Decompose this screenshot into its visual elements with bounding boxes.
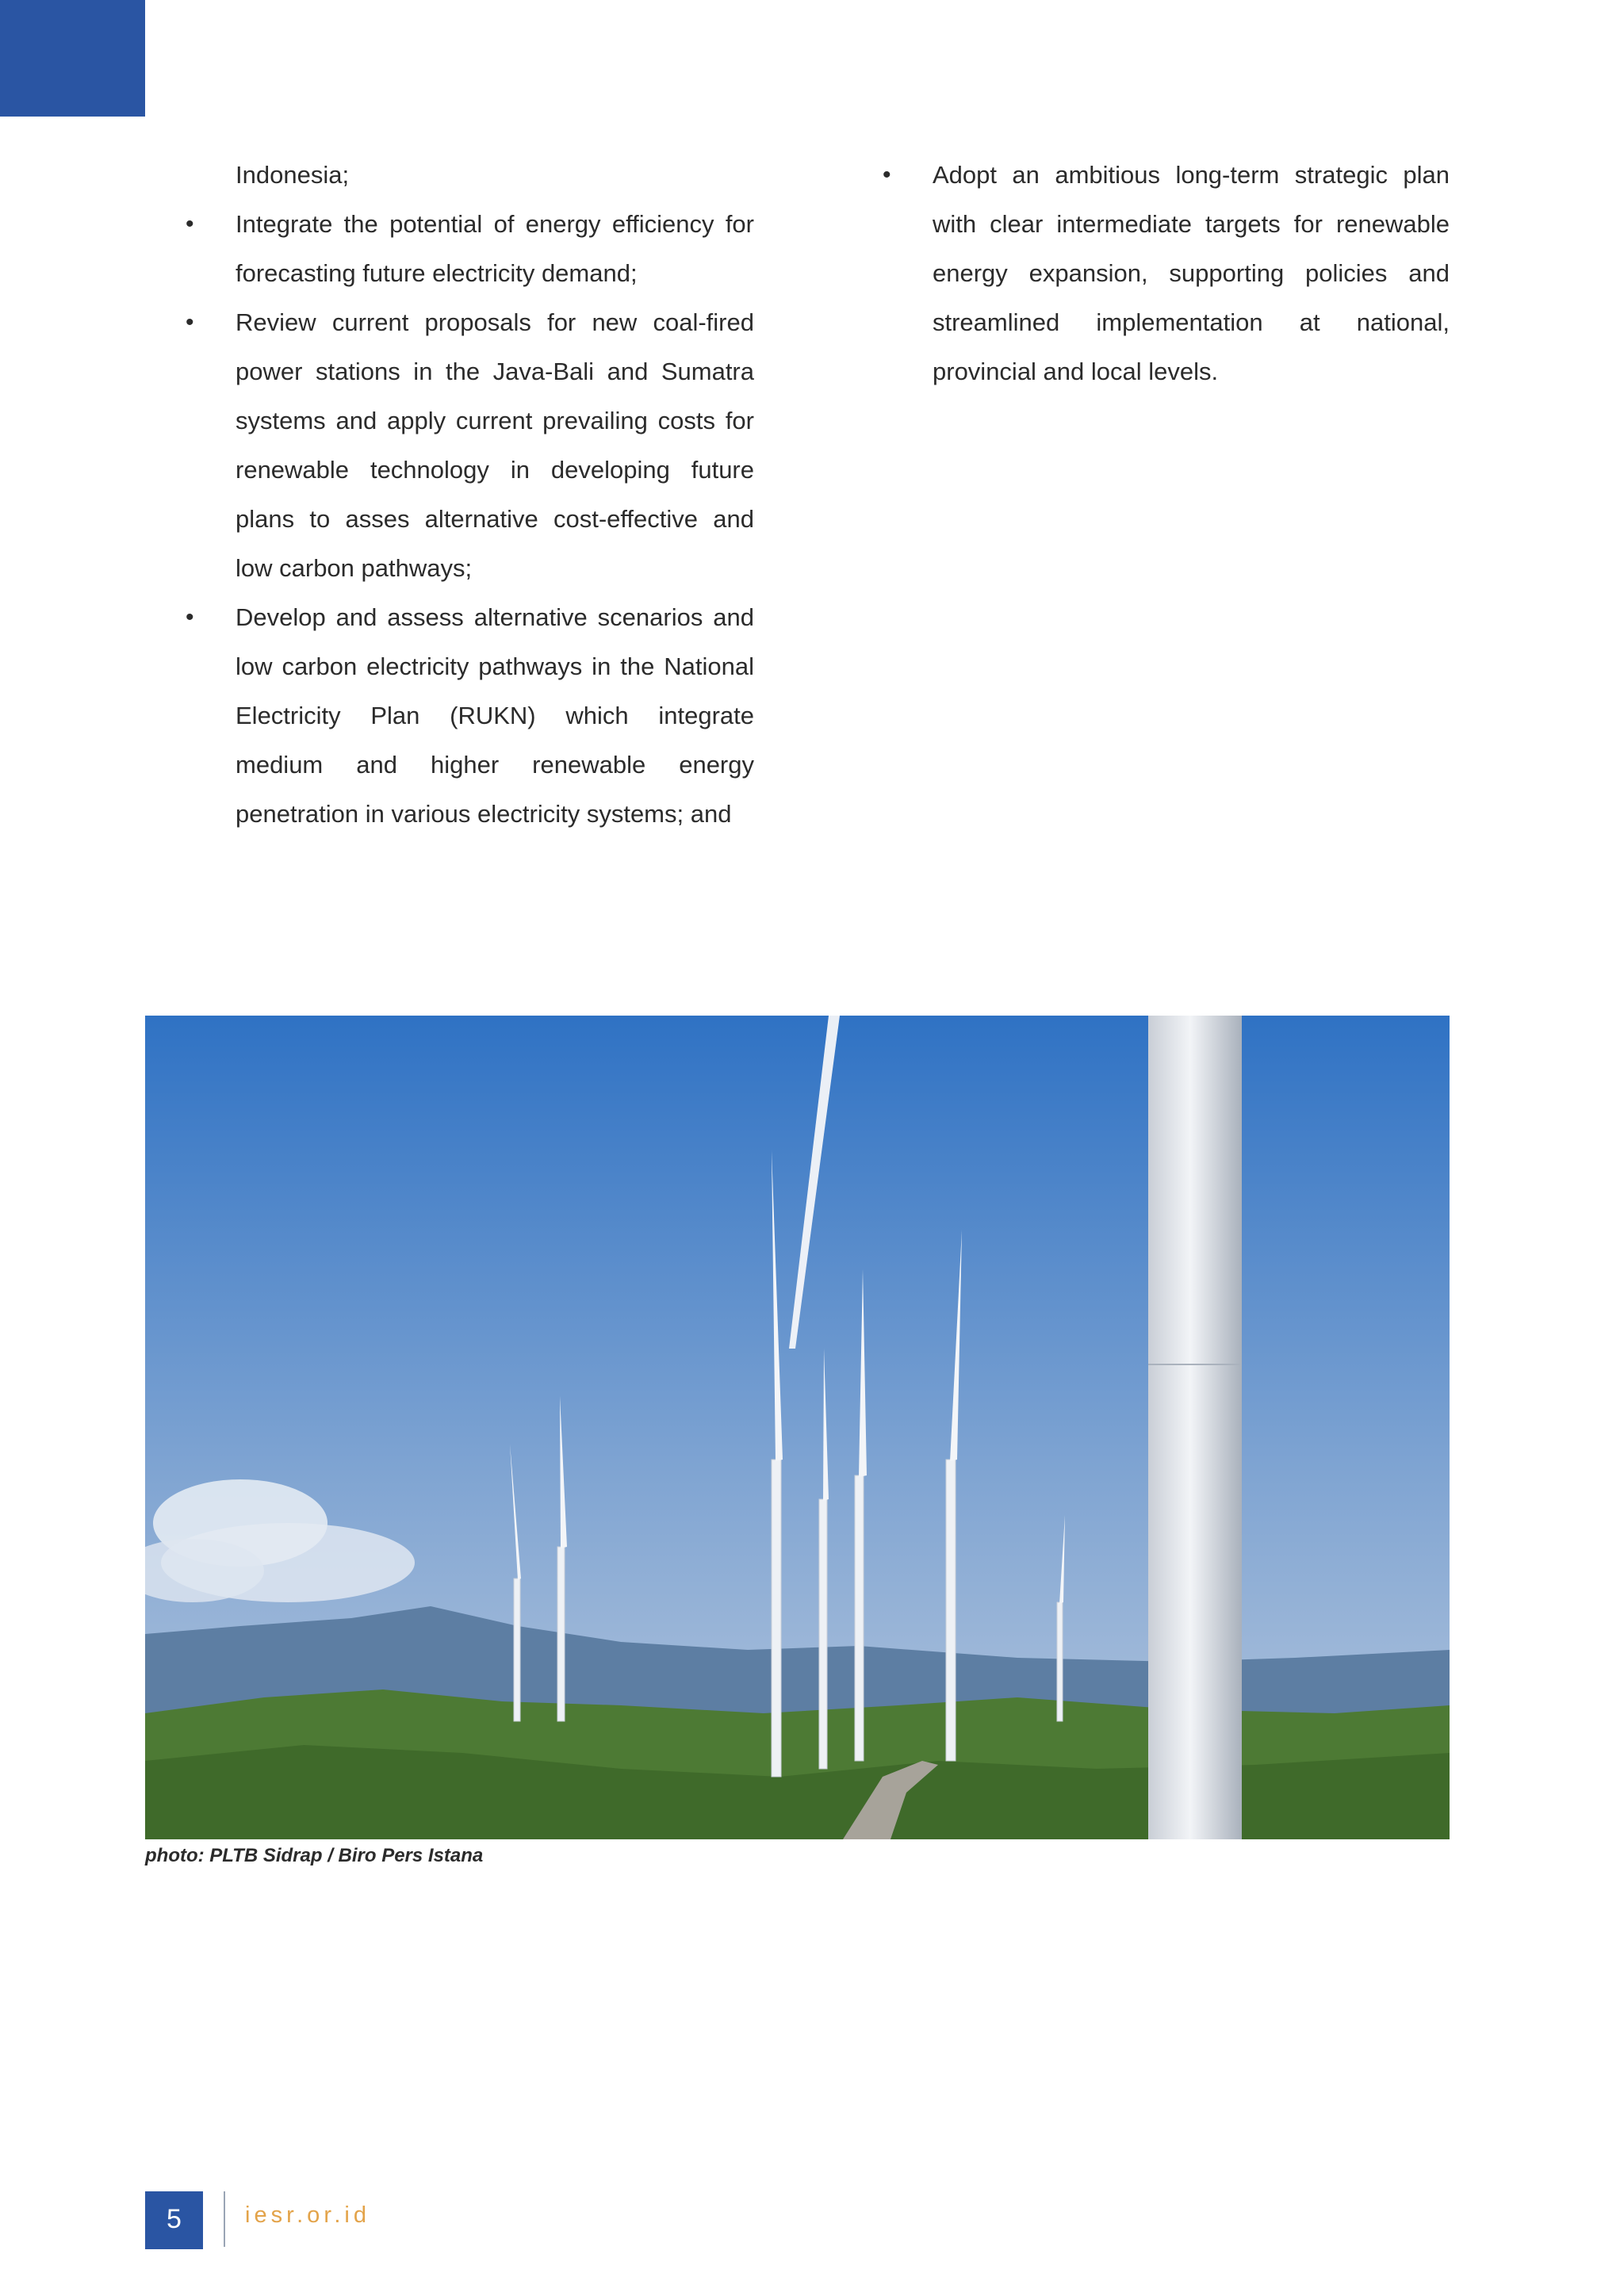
bullet-icon: •	[186, 604, 194, 630]
continuation-text: Indonesia;	[236, 161, 350, 189]
list-item	[183, 298, 754, 593]
photo-caption: photo: PLTB Sidrap / Biro Pers Istana	[145, 1845, 484, 1866]
site-url[interactable]: iesr.or.id	[245, 2202, 370, 2228]
right-text-column	[880, 151, 1450, 396]
bullet-icon: •	[186, 211, 194, 237]
list-item-text: Develop and assess alternative scenarios and low carbon electricity pathways in the National Electricity Plan (RUKN) which integrate medium and higher renewable energy penetration in various electricity systems; and	[236, 603, 754, 828]
left-bullet-list	[183, 200, 754, 839]
list-item	[183, 200, 754, 298]
footer-divider	[224, 2191, 225, 2247]
corner-accent-block	[0, 0, 145, 117]
list-item	[880, 151, 1450, 396]
list-item	[183, 593, 754, 839]
list-item-text: Review current proposals for new coal-fired power stations in the Java-Bali and Sumatra systems and apply current prevailing costs for renewable technology in developing future plans to asses alternative cost-effective and low carbon pathways;	[236, 308, 754, 582]
bullet-icon: •	[883, 162, 891, 188]
wind-farm-photo	[145, 1016, 1450, 1839]
bullet-icon: •	[186, 309, 194, 335]
right-bullet-list	[880, 151, 1450, 396]
list-item-text: Adopt an ambitious long-term strategic plan with clear intermediate targets for renewable energy expansion, supporting policies and streamlined implementation at national, provincial and local levels.	[933, 161, 1450, 385]
page-number: 5	[145, 2191, 203, 2249]
list-item-text: Integrate the potential of energy efficiency for forecasting future electricity demand;	[236, 210, 754, 287]
left-text-column	[183, 151, 754, 839]
